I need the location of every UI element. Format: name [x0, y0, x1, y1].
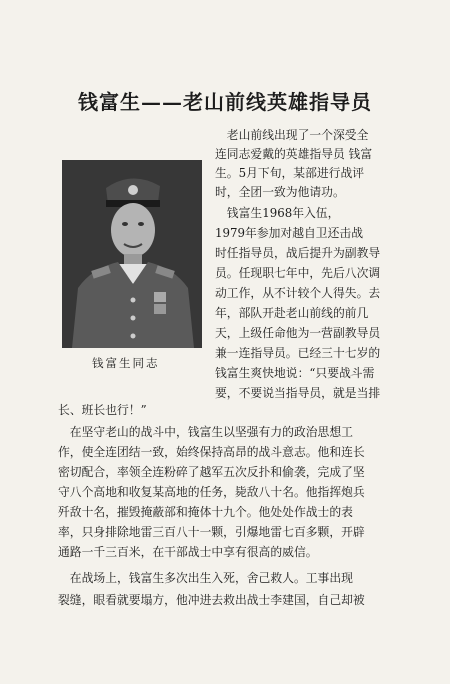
text-line: 1979年参加对越自卫还击战: [215, 226, 363, 240]
text-line: 长、班长也行！”: [58, 403, 147, 417]
text-line: 年，部队开赴老山前线的前几: [215, 306, 369, 320]
text-line: 在坚守老山的战斗中，钱富生以坚强有力的政治思想工: [58, 425, 353, 439]
text-line: 动工作，从不计较个人得失。去: [215, 286, 381, 300]
text-line: 通路一千三百米，在干部战士中享有很高的威信。: [58, 545, 318, 559]
text-line: 率，只身排除地雷三百八十一颗，引爆地雷七百多颗，开辟: [58, 525, 365, 539]
text-line: 兼一连指导员。已经三十七岁的: [215, 346, 381, 360]
text-line: 钱富生1968年入伍，: [215, 206, 340, 220]
text-line: 在战场上，钱富生多次出生入死，舍己救人。工事出现: [58, 571, 353, 585]
portrait-illustration: [62, 160, 202, 348]
text-line: 时任指导员，战后提升为副教导: [215, 246, 381, 260]
text-line: 歼敌十名，摧毁掩蔽部和掩体十九个。他处处作战士的表: [58, 505, 353, 519]
photo-caption: 钱富生同志: [92, 356, 160, 370]
text-line: 钱富生爽快地说：“只要战斗需: [215, 366, 375, 380]
text-line: 裂缝，眼看就要塌方，他冲进去救出战士李建国，自己却被: [58, 593, 365, 607]
text-line: 员。任现职七年中，先后八次调: [215, 266, 381, 280]
text-line: 天，上级任命他为一营副教导员: [215, 326, 381, 340]
text-line: 作，使全连团结一致，始终保持高昂的战斗意志。他和连长: [58, 445, 365, 459]
text-line: 密切配合，率领全连粉碎了越军五次反扑和偷袭，完成了坚: [58, 465, 365, 479]
page-title: 钱富生——老山前线英雄指导员: [78, 90, 372, 114]
text-line: 连同志爱戴的英雄指导员 钱富: [215, 147, 373, 161]
text-line: 老山前线出现了一个深受全: [215, 128, 369, 142]
text-line: 时，全团一致为他请功。: [215, 185, 345, 199]
text-line: 要，不要说当指导员，就是当排: [215, 386, 381, 400]
text-line: 生。5月下旬，某部进行战评: [215, 166, 365, 180]
portrait-photo: [62, 160, 202, 348]
text-line: 守八个高地和收复某高地的任务，毙敌八十名。他指挥炮兵: [58, 485, 365, 499]
